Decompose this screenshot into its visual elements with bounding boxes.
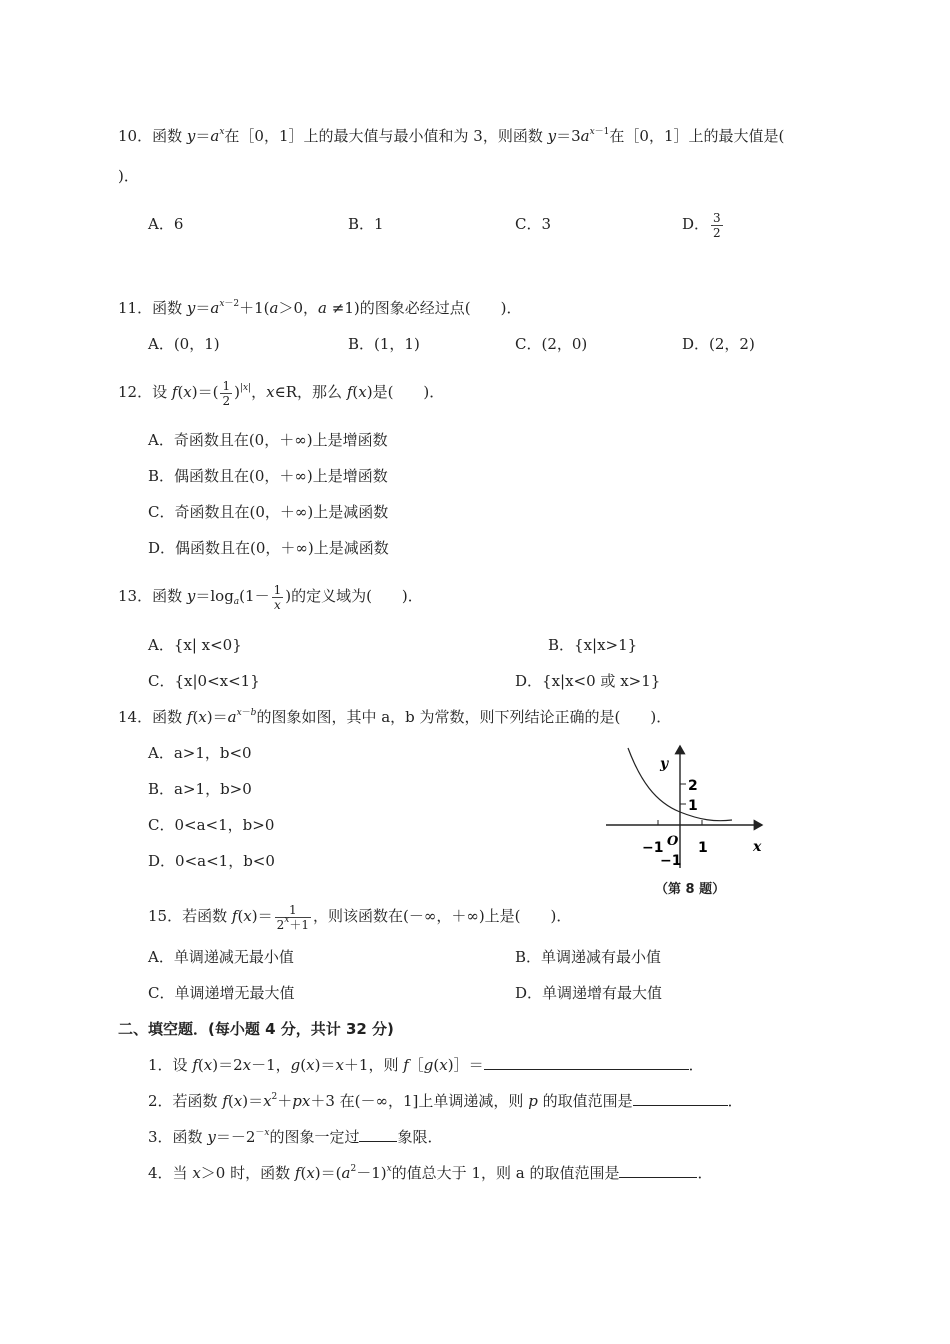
label-ym1: −1	[660, 853, 682, 869]
answer-blank-2[interactable]	[633, 1091, 728, 1106]
q11-option-b: B．(1，1)	[348, 335, 420, 353]
q13-option-a: A．{x| x<0}	[148, 636, 242, 654]
q14-graph	[600, 740, 770, 900]
q12-option-d: D．偶函数且在(0，＋∞)上是减函数	[148, 539, 389, 557]
q10-text-a: 函数	[152, 127, 183, 145]
q10-option-c: C．3	[515, 215, 552, 233]
answer-blank-4[interactable]	[619, 1163, 697, 1178]
fill-question-1: 1．设 f(x)＝2x－1，g(x)＝x＋1，则 f［g(x)］＝ ．	[148, 1056, 704, 1074]
f1-number: 1．	[148, 1056, 173, 1074]
f4-text: 的值总大于 1，则 a 的取值范围是	[391, 1164, 620, 1182]
graph-caption: （第 8 题）	[655, 882, 726, 897]
q13-text: )的定义域为( )．	[285, 587, 423, 605]
q13-option-c: C．{x|0<x<1}	[148, 672, 260, 690]
fill-question-4: 4．当 x＞0 时，函数 $f(x)=(a^2-1)^x$的值总大于 1，则 a 的取值范围是 ．	[148, 1164, 713, 1182]
answer-blank-1[interactable]	[484, 1055, 689, 1070]
q14-option-a: A．a>1，b<0	[148, 744, 252, 762]
q15-option-a: A．单调递减无最小值	[148, 948, 294, 966]
q10-option-d-fraction	[711, 211, 723, 240]
label-y1: 1	[688, 798, 698, 814]
q10-text-c: 在［0，1］上的最大值是(	[609, 127, 785, 145]
q13-fraction: $\frac{1}{x}$	[273, 582, 282, 612]
q14-option-b: B．a>1，b>0	[148, 780, 252, 798]
f4-number: 4．	[148, 1164, 173, 1182]
origin-label: O	[667, 834, 679, 849]
q10-number: 10．	[118, 127, 153, 145]
q11-text: 的图象必经过点( )．	[359, 299, 522, 317]
fill-question-3: 3．函数 $y=-2^{-x}$的图象一定过 象限．	[148, 1128, 443, 1146]
q13-option-b: B．{x|x>1}	[548, 636, 638, 654]
question-12: 12．设 f(x)＝( $\frac{1}{2}$ )$^{|x|}$，x∈R，那么 f(x)是( )．	[118, 378, 445, 408]
q15-number: 15．	[148, 907, 183, 925]
q14-text: 的图象如图，其中 a，b 为常数，则下列结论正确的是( )．	[256, 708, 672, 726]
q11-option-a: A．(0，1)	[148, 335, 220, 353]
y-label: y	[660, 756, 669, 772]
q15-option-c: C．单调递增无最大值	[148, 984, 295, 1002]
q10-option-b: B．1	[348, 215, 384, 233]
question-14: 14．函数 $f(x)=a^{x-b}$的图象如图，其中 a，b 为常数，则下列结论正确的是( )．	[118, 708, 672, 726]
q12-option-b: B．偶函数且在(0，＋∞)上是增函数	[148, 467, 388, 485]
q12-half-fraction: $\frac{1}{2}$	[222, 378, 231, 408]
q11-option-d: D．(2，2)	[682, 335, 755, 353]
q15-option-b: B．单调递减有最小值	[515, 948, 662, 966]
q15-option-d: D．单调递增有最大值	[515, 984, 663, 1002]
f2-number: 2．	[148, 1092, 173, 1110]
f3-number: 3．	[148, 1128, 173, 1146]
q10-text-b: 在［0，1］上的最大值与最小值和为 3，则函数	[224, 127, 543, 145]
q12-option-a: A．奇函数且在(0，＋∞)上是增函数	[148, 431, 388, 449]
frac-num: 3	[713, 210, 721, 225]
q14-option-d: D．0<a<1，b<0	[148, 852, 275, 870]
label-x1: 1	[698, 840, 708, 856]
q15-fraction: $\frac{1}{2^x+1}$	[276, 902, 309, 932]
section-2-title: 二、填空题．(每小题 4 分，共计 32 分)	[118, 1020, 394, 1038]
q12-number: 12．	[118, 383, 153, 401]
question-15: 15．若函数 f(x)＝ $\frac{1}{2^x+1}$ ，则该函数在(－∞，＋∞)上是( )．	[148, 902, 572, 932]
answer-blank-3[interactable]	[359, 1127, 397, 1142]
question-11: 11．函数 $y=a^{x-2}+1(a>0$，a ≠1)的图象必经过点( )．	[118, 299, 522, 317]
q12-text: 是( )．	[372, 383, 445, 401]
q15-text: ，则该函数在(－∞，＋∞)上是( )．	[312, 907, 572, 925]
question-10: 10．函数 $y=a^x$在［0，1］上的最大值与最小值和为 3，则函数 $y=3a^{x-1}$在［0，1］上的最大值是(	[118, 127, 785, 145]
q12-option-c: C．奇函数且在(0，＋∞)上是减函数	[148, 503, 389, 521]
label-xm1: −1	[642, 840, 664, 856]
q13-number: 13．	[118, 587, 153, 605]
fill-question-2: 2．若函数 $f(x)=x^2+px+3$ 在(－∞，1]上单调递减，则 p 的取值范围是 ．	[148, 1092, 743, 1110]
q10-option-d	[682, 206, 725, 242]
q10-option-a: A．6	[148, 215, 184, 233]
q13-option-d: D．{x|x<0 或 x>1}	[515, 672, 661, 690]
f3-text: 象限．	[397, 1128, 443, 1146]
label-y2: 2	[688, 778, 698, 794]
q14-number: 14．	[118, 708, 153, 726]
frac-den: 2	[713, 225, 721, 240]
q11-option-c: C．(2，0)	[515, 335, 588, 353]
x-label: x	[753, 839, 762, 855]
q11-number: 11．	[118, 299, 153, 317]
q10-option-d-label: D．	[682, 215, 710, 233]
q10-continuation: )．	[118, 167, 139, 185]
q14-option-c: C．0<a<1，b>0	[148, 816, 275, 834]
question-13: 13．函数 $y=\log_a(1-$ $\frac{1}{x}$ )的定义域为( )．	[118, 582, 423, 612]
